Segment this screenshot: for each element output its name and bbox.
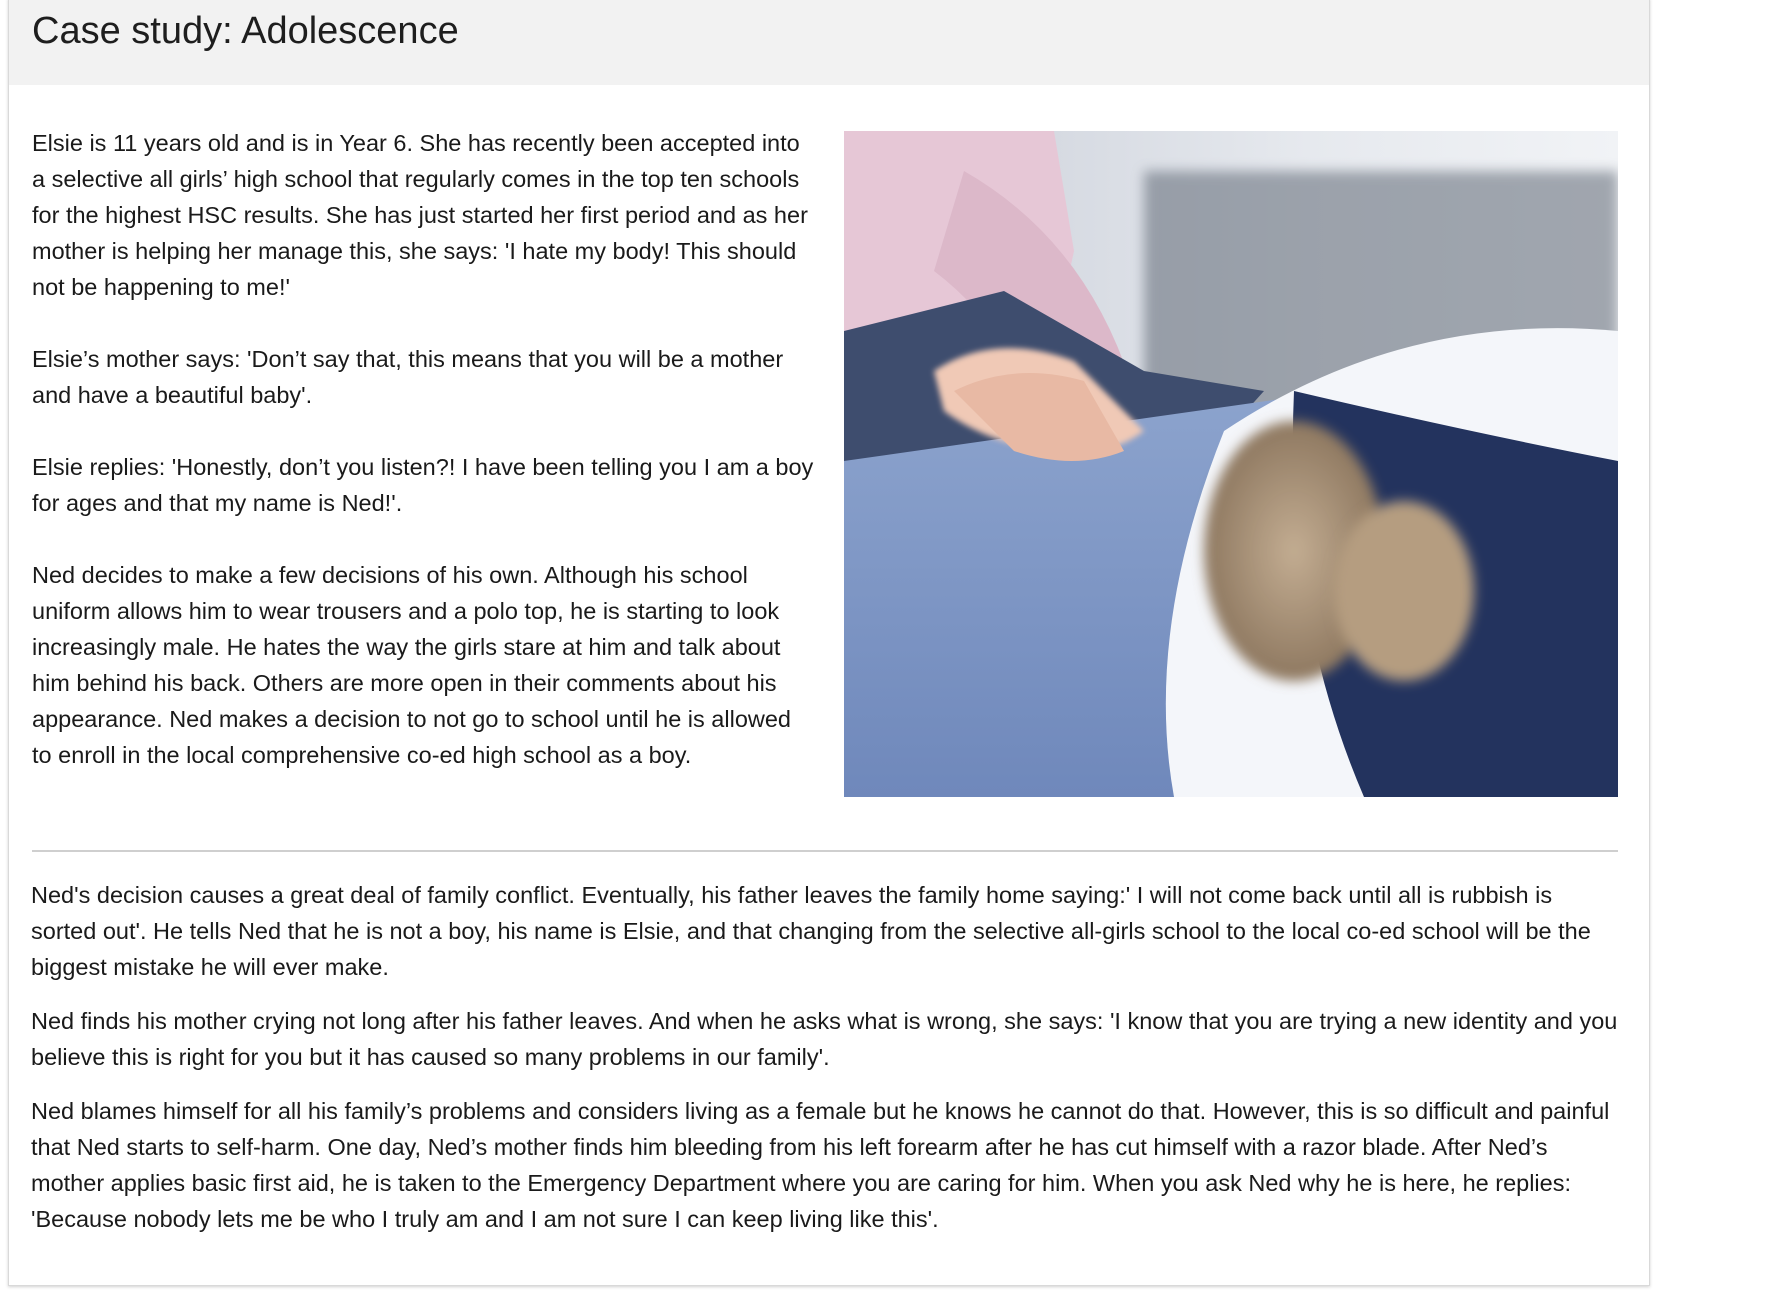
- paragraph-elsie-replies: Elsie replies: 'Honestly, don’t you listen?! I have been telling you I am a boy for ages and that my name is Ned!'.: [32, 454, 814, 516]
- top-section: [9, 85, 1649, 855]
- continuation-text-column: [31, 877, 1621, 1255]
- photo-illustration: [844, 131, 1618, 797]
- section-divider: [32, 850, 1618, 852]
- card-header: [9, 0, 1649, 85]
- intro-text-column: [32, 125, 817, 809]
- paragraph-self-harm: Ned blames himself for all his family’s problems and considers living as a female but he knows he cannot do that. However, this is so difficult and painful that Ned starts to self-harm. One day, Ned’s mother finds him bleeding from his left forearm after he has cut himself with a razor blade. After Ned’s mother applies basic first aid, he is taken to the Emergency Department where you are caring for him. When you ask Ned why he is here, he replies: 'Because nobody lets me be who I truly am and I am not sure I can keep living like this'.: [31, 1098, 1610, 1232]
- paragraph-ned-decides: Ned decides to make a few decisions of his own. Although his school uniform allows him to wear trousers and a polo top, he is starting to look increasingly male. He hates the way the girls stare at him and talk about him behind his back. Others are more open in their comments about his appearance. Ned makes a decision to not go to school until he is allowed to enroll in the local comprehensive co-ed high school as a boy.: [32, 562, 791, 768]
- page-title: Case study: Adolescence: [32, 10, 459, 52]
- hospital-bed-photo: [844, 131, 1618, 797]
- paragraph-family-conflict: Ned's decision causes a great deal of family conflict. Eventually, his father leaves the family home saying:' I will not come back until all is rubbish is sorted out'. He tells Ned that he is not a boy, his name is Elsie, and that changing from the selective all-girls school to the local co-ed school will be the biggest mistake he will ever make.: [31, 882, 1591, 980]
- paragraph-elsie-intro: Elsie is 11 years old and is in Year 6. She has recently been accepted into a selective all girls’ high school that regularly comes in the top ten schools for the highest HSC results. She has just started her first period and as her mother is helping her manage this, she says: 'I hate my body! This should not be happening to me!': [32, 130, 808, 300]
- paragraph-mother-reply: Elsie’s mother says: 'Don’t say that, this means that you will be a mother and have a beautiful baby'.: [32, 346, 784, 408]
- paragraph-mother-crying: Ned finds his mother crying not long after his father leaves. And when he asks what is wrong, she says: 'I know that you are trying a new identity and you believe this is right for you but it has caused so many problems in our family'.: [31, 1008, 1618, 1070]
